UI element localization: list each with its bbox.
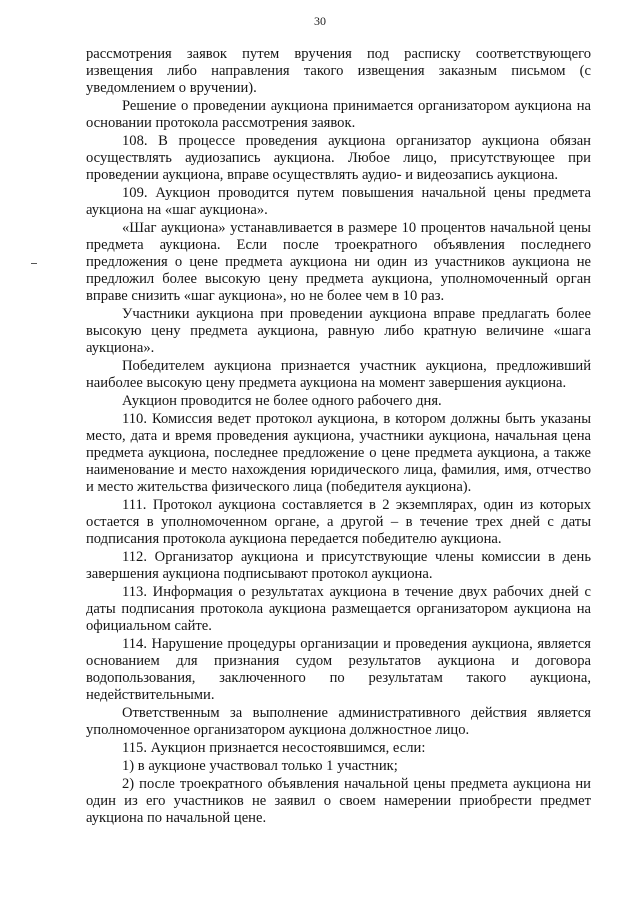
paragraph-110: 110. Комиссия ведет протокол аукциона, в котором должны быть указаны место, дата и время проведения аукциона, участники аукциона, начальная цена предмета аукциона, последнее предложение о цене предмета аукциона, а также наименование и место нахождения юридического лица, фамилия, имя, отчество и место жительства физического лица (победителя аукциона). [86,411,591,495]
paragraph-responsible: Ответственным за выполнение административного действия является уполномоченное организатором аукциона должностное лицо. [86,705,591,738]
document-body [86,46,591,828]
paragraph-108: 108. В процессе проведения аукциона организатор аукциона обязан осуществлять аудиозапись аукциона. Любое лицо, присутствующее при проведении аукциона, вправе осуществлять аудио- и видеозапись аукциона. [86,133,591,183]
paragraph-113: 113. Информация о результатах аукциона в течение двух рабочих дней с даты подписания протокола аукциона размещается организатором аукциона на официальном сайте. [86,584,591,634]
paragraph-winner: Победителем аукциона признается участник аукциона, предложивший наиболее высокую цену предмета аукциона на момент завершения аукциона. [86,358,591,391]
paragraph-112: 112. Организатор аукциона и присутствующие члены комиссии в день завершения аукциона подписывают протокол аукциона. [86,549,591,582]
paragraph-duration: Аукцион проводится не более одного рабочего дня. [122,393,442,409]
paragraph-continuation: рассмотрения заявок путем вручения под расписку соответствующего извещения либо направления такого извещения заказным письмом (с уведомлением о вручении). [86,46,591,96]
paragraph-109: 109. Аукцион проводится путем повышения начальной цены предмета аукциона на «шаг аукциона». [86,185,591,218]
margin-mark [31,263,37,264]
list-item-115-2: 2) после троекратного объявления начальной цены предмета аукциона ни один из его участников не заявил о своем намерении приобрести предмет аукциона по начальной цене. [86,776,591,826]
paragraph-115: 115. Аукцион признается несостоявшимся, если: [122,740,426,756]
page-number: 30 [314,14,326,28]
paragraph-111: 111. Протокол аукциона составляется в 2 экземплярах, один из которых остается в уполномоченном органе, а другой – в течение трех дней с даты подписания протокола аукциона передается победителю аукциона. [86,497,591,547]
list-item-115-1: 1) в аукционе участвовал только 1 участник; [122,758,398,774]
paragraph-114: 114. Нарушение процедуры организации и проведения аукциона, является основанием для признания судом результатов аукциона и договора водопользования, заключенного по результатам такого аукциона, недействительными. [86,636,591,703]
paragraph-participants-offer: Участники аукциона при проведении аукциона вправе предлагать более высокую цену предмета аукциона, равную либо кратную величине «шага аукциона». [86,306,591,356]
paragraph-decision: Решение о проведении аукциона принимается организатором аукциона на основании протокола рассмотрения заявок. [86,98,591,131]
paragraph-auction-step: «Шаг аукциона» устанавливается в размере 10 процентов начальной цены предмета аукциона. Если после троекратного объявления последнего предложения о цене предмета аукциона ни один из участников аукциона не предложил более высокую цену предмета аукциона, уполномоченный орган вправе снизить «шаг аукциона», но не более чем в 10 раз. [86,220,591,304]
